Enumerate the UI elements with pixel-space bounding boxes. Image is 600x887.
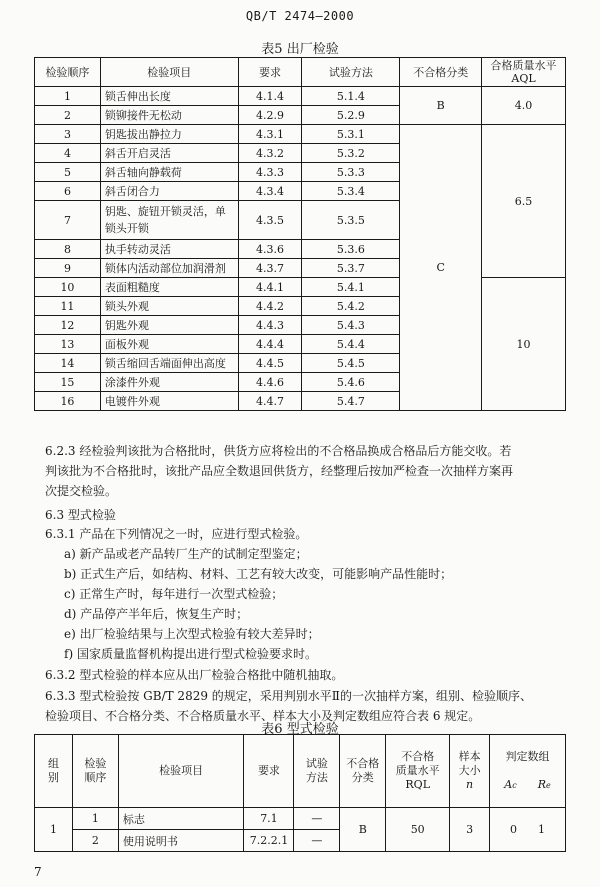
list-item: f) 国家质量监督机构提出进行型式检验要求时。	[64, 647, 317, 661]
table-row	[35, 87, 566, 106]
cell-item: 面板外观	[100, 335, 238, 354]
cell-sample-size: 3	[450, 808, 490, 852]
table-row	[35, 125, 566, 144]
cell-item: 表面粗糙度	[100, 278, 238, 297]
col-header-requirement: 要求	[244, 735, 294, 808]
cell-class-c: C	[400, 125, 482, 411]
cell-method: 5.3.2	[302, 144, 400, 163]
cell-no: 7	[35, 201, 101, 240]
cell-no: 15	[35, 373, 101, 392]
cell-no: 1	[72, 808, 118, 830]
table6-type-inspection	[34, 734, 566, 852]
cell-item: 斜舌开启灵活	[100, 144, 238, 163]
cell-aql-4-0: 4.0	[482, 87, 566, 125]
cell-req: 4.3.3	[238, 163, 302, 182]
cell-req: 4.3.5	[238, 201, 302, 240]
cell-req: 4.3.4	[238, 182, 302, 201]
cell-method: —	[294, 808, 340, 830]
cell-no: 1	[35, 87, 101, 106]
cell-req: 4.3.7	[238, 259, 302, 278]
page-number: 7	[34, 865, 42, 879]
cell-item: 锁舌伸出长度	[100, 87, 238, 106]
cell-no: 8	[35, 240, 101, 259]
cell-group: 1	[35, 808, 73, 852]
cell-no: 4	[35, 144, 101, 163]
cell-item: 锁铆接件无松动	[100, 106, 238, 125]
col-header-requirement: 要求	[238, 58, 302, 87]
col-header-group: 组 别	[35, 735, 73, 808]
cell-rql: 50	[386, 808, 450, 852]
list-6-3-1	[64, 544, 570, 664]
cell-method: 5.4.1	[302, 278, 400, 297]
cell-item: 使用说明书	[118, 830, 244, 852]
cell-method: 5.4.7	[302, 392, 400, 411]
cell-method: 5.3.7	[302, 259, 400, 278]
cell-no: 9	[35, 259, 101, 278]
col-header-rql: 不合格 质量水平 RQL	[386, 735, 450, 808]
cell-req: 4.3.2	[238, 144, 302, 163]
cell-aql-10: 10	[482, 278, 566, 411]
cell-method: 5.3.3	[302, 163, 400, 182]
col-header-item: 检验项目	[118, 735, 244, 808]
cell-method: 5.3.4	[302, 182, 400, 201]
col-header-aql: 合格质量水平 AQL	[482, 58, 566, 87]
cell-class-b: B	[400, 87, 482, 125]
list-item: b) 正式生产后，如结构、材料、工艺有较大改变，可能影响产品性能时；	[64, 567, 453, 581]
cell-item: 钥匙拔出静拉力	[100, 125, 238, 144]
table6-caption: 表6 型式检验	[261, 722, 339, 737]
cell-method: 5.2.9	[302, 106, 400, 125]
col-header-class: 不合格 分类	[340, 735, 386, 808]
paragraph-6-3-3: 6.3.3 型式检验按 GB/T 2829 的规定，采用判别水平Ⅱ的一次抽样方案，组别、检验顺序、 检验项目、不合格分类、不合格质量水平、样本大小及判定数组应符合表 6 规定。	[45, 689, 532, 723]
cell-item: 斜舌轴向静载荷	[100, 163, 238, 182]
cell-item: 锁舌缩回舌端面伸出高度	[100, 354, 238, 373]
cell-no: 13	[35, 335, 101, 354]
table-header-row	[35, 735, 566, 808]
table-header-row	[35, 58, 566, 87]
cell-req: 4.1.4	[238, 87, 302, 106]
cell-judgement: 0 1	[490, 808, 566, 852]
list-item: d) 产品停产半年后，恢复生产时；	[64, 607, 249, 621]
cell-item: 执手转动灵活	[100, 240, 238, 259]
cell-aql-6-5: 6.5	[482, 125, 566, 278]
cell-class: B	[340, 808, 386, 852]
cell-req: 7.1	[244, 808, 294, 830]
cell-method: 5.4.4	[302, 335, 400, 354]
cell-req: 4.4.1	[238, 278, 302, 297]
cell-method: 5.3.6	[302, 240, 400, 259]
paragraph-6-3-2: 6.3.2 型式检验的样本应从出厂检验合格批中随机抽取。	[45, 668, 344, 682]
cell-req: 4.4.4	[238, 335, 302, 354]
col-header-method: 试验方法	[302, 58, 400, 87]
list-item: c) 正常生产时，每年进行一次型式检验；	[64, 587, 284, 601]
cell-method: 5.4.2	[302, 297, 400, 316]
cell-no: 5	[35, 163, 101, 182]
cell-no: 6	[35, 182, 101, 201]
cell-no: 12	[35, 316, 101, 335]
paragraph-6-3-1: 6.3.1 产品在下列情况之一时，应进行型式检验。	[45, 527, 308, 541]
col-header-sample-size: 样本 大小 n	[450, 735, 490, 808]
col-header-method: 试验 方法	[294, 735, 340, 808]
cell-req: 4.4.6	[238, 373, 302, 392]
list-item: a) 新产品或老产品转厂生产的试制定型鉴定；	[64, 547, 308, 561]
heading-6-3: 6.3 型式检验	[45, 508, 116, 522]
table5-caption: 表5 出厂检验	[261, 42, 339, 57]
col-header-item: 检验项目	[100, 58, 238, 87]
table-row	[35, 808, 566, 830]
cell-req: 4.4.3	[238, 316, 302, 335]
col-header-order: 检验 顺序	[72, 735, 118, 808]
cell-req: 4.4.5	[238, 354, 302, 373]
cell-no: 2	[35, 106, 101, 125]
cell-no: 14	[35, 354, 101, 373]
cell-method: 5.1.4	[302, 87, 400, 106]
cell-no: 10	[35, 278, 101, 297]
cell-req: 4.2.9	[238, 106, 302, 125]
cell-req: 4.3.6	[238, 240, 302, 259]
cell-item: 锁头外观	[100, 297, 238, 316]
col-header-order: 检验顺序	[35, 58, 101, 87]
cell-item: 电镀件外观	[100, 392, 238, 411]
cell-item: 钥匙外观	[100, 316, 238, 335]
cell-no: 2	[72, 830, 118, 852]
cell-item: 标志	[118, 808, 244, 830]
cell-item: 钥匙、旋钮开锁灵活，单 锁头开锁	[100, 201, 238, 240]
paragraph-6-2-3: 6.2.3 经检验判该批为合格批时，供货方应将检出的不合格品换成合格品后方能交收。若 判该批为不合格批时，该批产品应全数退回供货方，经整理后按加严检查一次抽样方案再 次提交检验。	[45, 444, 514, 498]
cell-item: 涂漆件外观	[100, 373, 238, 392]
cell-req: 4.4.7	[238, 392, 302, 411]
list-item: e) 出厂检验结果与上次型式检验有较大差异时；	[64, 627, 320, 641]
cell-req: 7.2.2.1	[244, 830, 294, 852]
cell-method: 5.4.3	[302, 316, 400, 335]
cell-method: 5.4.5	[302, 354, 400, 373]
cell-no: 16	[35, 392, 101, 411]
cell-item: 斜舌闭合力	[100, 182, 238, 201]
cell-method: —	[294, 830, 340, 852]
cell-req: 4.4.2	[238, 297, 302, 316]
table5-factory-inspection	[34, 57, 566, 411]
cell-item: 锁体内活动部位加润滑剂	[100, 259, 238, 278]
page-header: QB/T 2474—2000	[245, 9, 355, 23]
cell-method: 5.3.5	[302, 201, 400, 240]
cell-method: 5.3.1	[302, 125, 400, 144]
col-header-class: 不合格分类	[400, 58, 482, 87]
cell-req: 4.3.1	[238, 125, 302, 144]
table-row	[35, 278, 566, 297]
cell-no: 11	[35, 297, 101, 316]
col-header-judgement: 判定数组 Ac Re	[490, 735, 566, 808]
cell-method: 5.4.6	[302, 373, 400, 392]
cell-no: 3	[35, 125, 101, 144]
